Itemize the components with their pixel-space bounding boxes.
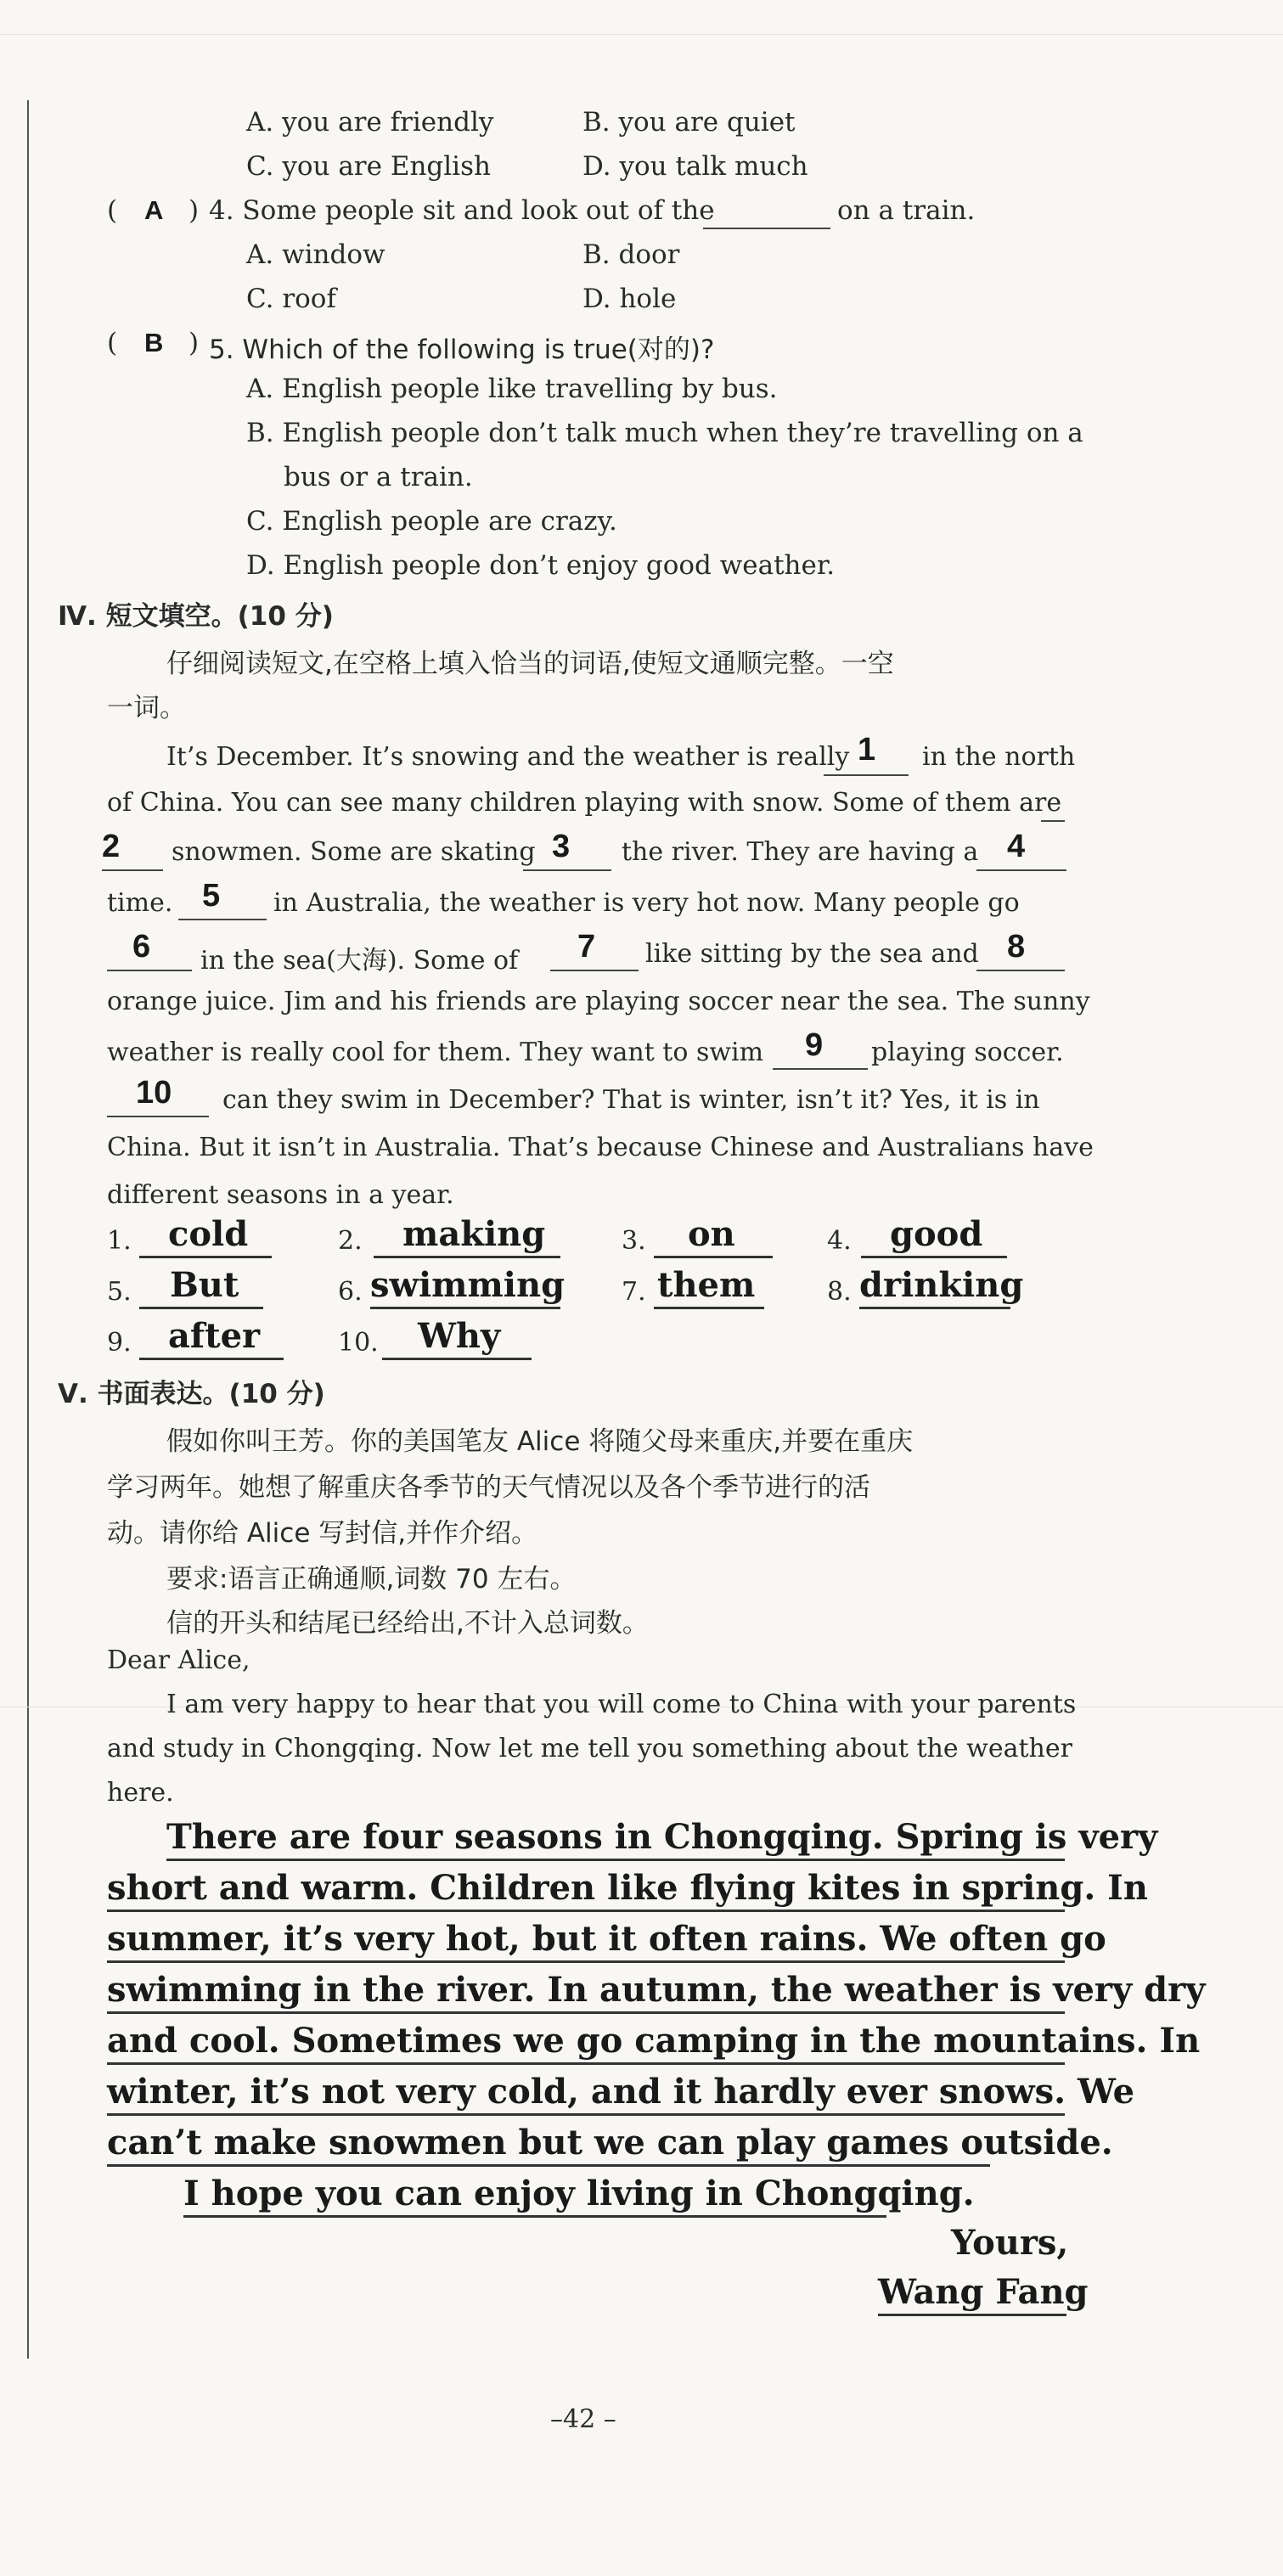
passage-blank-7 <box>550 968 639 971</box>
blank-number-10: 10 <box>136 1075 172 1111</box>
answer-2 <box>374 1214 560 1258</box>
letter-given-text: and study in Chongqing. Now let me tell you something about the weather <box>107 1734 1072 1763</box>
blank-number-7: 7 <box>577 929 596 965</box>
letter-given-text: I am very happy to hear that you will come to China with your parents <box>166 1690 1077 1719</box>
answer-num-4: 4. <box>827 1226 852 1256</box>
passage-text: of China. You can see many children playing with snow. Some of them are <box>107 788 1062 818</box>
option-4c: C. roof <box>246 284 336 314</box>
section-5-prompt-cont: 学习两年。她想了解重庆各季节的天气情况以及各个季节进行的活 <box>107 1472 870 1503</box>
section-4-instruction: 仔细阅读短文,在空格上填入恰当的词语,使短文通顺完整。一空 <box>166 649 894 679</box>
q4-stem-end: on a train. <box>837 195 976 226</box>
answer-4 <box>861 1214 1007 1258</box>
answer-num-2: 2. <box>338 1226 363 1256</box>
passage-text: in the north <box>922 742 1076 772</box>
answer-num-6: 6. <box>338 1277 363 1307</box>
section-5-prompt-end: 动。请你给 Alice 写封信,并作介绍。 <box>107 1518 538 1549</box>
answer-num-7: 7. <box>622 1277 646 1307</box>
q4-answer: A <box>144 195 164 225</box>
answer-word: them <box>657 1265 756 1305</box>
answer-word: drinking <box>859 1265 1024 1305</box>
q5-paren-close: ) <box>189 328 200 358</box>
option-4d: D. hole <box>582 284 677 314</box>
answer-word: cold <box>168 1214 249 1254</box>
essay-line: short and warm. Children like flying kites in spring. In <box>107 1868 1065 1912</box>
passage-text: orange juice. Jim and his friends are playing soccer near the sea. The sunny <box>107 987 1090 1016</box>
answer-num-8: 8. <box>827 1277 852 1307</box>
q4-paren-open: ( <box>107 195 118 226</box>
answer-word: on <box>688 1214 735 1254</box>
passage-blank-9 <box>773 1066 868 1070</box>
section-5-requirement: 要求:语言正确通顺,词数 70 左右。 <box>166 1564 577 1595</box>
blank-number-4: 4 <box>1007 829 1026 864</box>
passage-blank-5 <box>178 917 267 920</box>
passage-blank-10 <box>107 1114 209 1117</box>
answer-num-1: 1. <box>107 1226 132 1256</box>
passage-text: the river. They are having a <box>622 837 979 867</box>
passage-text: weather is really cool for them. They want to swim <box>107 1038 764 1067</box>
passage-blank-1 <box>824 773 909 776</box>
section-5-note: 信的开头和结尾已经给出,不计入总词数。 <box>166 1608 649 1639</box>
passage-blank-8 <box>976 968 1065 971</box>
blank-number-9: 9 <box>805 1027 824 1063</box>
passage-blank-2 <box>102 868 163 871</box>
option-3a: A. you are friendly <box>246 107 494 138</box>
section-4-title: Ⅳ. 短文填空。(10 分) <box>58 601 334 632</box>
option-5b-cont: bus or a train. <box>284 462 473 492</box>
answer-word: good <box>890 1214 983 1254</box>
answer-word: But <box>170 1265 239 1305</box>
q4-paren-close: ) <box>189 195 200 226</box>
essay-line: and cool. Sometimes we go camping in the mountains. In <box>107 2021 1065 2065</box>
option-3b: B. you are quiet <box>582 107 796 138</box>
passage-blank-2-start <box>1041 818 1065 822</box>
answer-3 <box>654 1214 773 1258</box>
passage-text: time. <box>107 888 173 918</box>
page-number: –42 – <box>550 2404 616 2434</box>
essay-closing: I hope you can enjoy living in Chongqing. <box>183 2174 886 2218</box>
answer-9 <box>139 1316 284 1360</box>
answer-5 <box>139 1265 263 1309</box>
passage-blank-4 <box>976 868 1066 871</box>
passage-text: It’s December. It’s snowing and the weather is really <box>166 742 850 772</box>
letter-signoff: Yours, <box>951 2223 1069 2263</box>
q4-blank <box>703 226 830 229</box>
option-5d: D. English people don’t enjoy good weather. <box>246 550 836 581</box>
answer-word: swimming <box>370 1265 566 1305</box>
section-5-prompt: 假如你叫王芳。你的美国笔友 Alice 将随父母来重庆,并要在重庆 <box>166 1426 914 1457</box>
answer-word: Why <box>418 1316 501 1356</box>
passage-text: in Australia, the weather is very hot now. Many people go <box>273 888 1020 918</box>
option-5c: C. English people are crazy. <box>246 506 617 537</box>
answer-num-10: 10. <box>338 1328 379 1358</box>
blank-number-2: 2 <box>102 829 121 864</box>
passage-text: snowmen. Some are skating <box>172 837 536 867</box>
option-4b: B. door <box>582 239 680 270</box>
blank-number-6: 6 <box>132 929 151 965</box>
passage-text: China. But it isn’t in Australia. That’s because Chinese and Australians have <box>107 1133 1094 1162</box>
answer-10 <box>382 1316 532 1360</box>
option-3d: D. you talk much <box>582 151 808 182</box>
essay-line: summer, it’s very hot, but it often rains. We often go <box>107 1919 1065 1963</box>
option-5a: A. English people like travelling by bus. <box>246 374 778 404</box>
passage-text: playing soccer. <box>871 1038 1064 1067</box>
essay-line: can’t make snowmen but we can play games outside. <box>107 2123 990 2167</box>
letter-given-text: here. <box>107 1778 174 1808</box>
answer-num-5: 5. <box>107 1277 132 1307</box>
scan-fold-line <box>0 34 1283 35</box>
answer-1 <box>139 1214 272 1258</box>
q5-paren-open: ( <box>107 328 118 358</box>
option-3c: C. you are English <box>246 151 491 182</box>
passage-text: different seasons in a year. <box>107 1180 454 1210</box>
blank-number-8: 8 <box>1007 929 1026 965</box>
passage-blank-6 <box>107 968 192 971</box>
blank-number-3: 3 <box>552 829 571 864</box>
answer-num-9: 9. <box>107 1328 132 1358</box>
essay-line: There are four seasons in Chongqing. Spring is very <box>166 1817 1065 1861</box>
blank-number-1: 1 <box>858 732 876 768</box>
answer-num-3: 3. <box>622 1226 646 1256</box>
q5-stem: 5. Which of the following is true(对的)? <box>209 335 715 365</box>
answer-7 <box>654 1265 764 1309</box>
q5-answer: B <box>144 328 164 357</box>
section-5-title: Ⅴ. 书面表达。(10 分) <box>58 1379 325 1409</box>
answer-6 <box>370 1265 566 1309</box>
section-4-instruction-cont: 一词。 <box>107 693 186 723</box>
letter-salutation: Dear Alice, <box>107 1645 250 1675</box>
passage-text: in the sea(大海). Some of <box>200 946 519 976</box>
passage-blank-3 <box>523 868 611 871</box>
blank-number-5: 5 <box>202 878 221 914</box>
q4-stem: 4. Some people sit and look out of the <box>209 195 715 226</box>
option-5b: B. English people don’t talk much when they’re travelling on a <box>246 418 1083 448</box>
answer-word: making <box>402 1214 546 1254</box>
letter-signature: Wang Fang <box>878 2272 1066 2316</box>
passage-text: can they swim in December? That is winter, isn’t it? Yes, it is in <box>222 1085 1040 1115</box>
margin-rule <box>27 100 29 2359</box>
option-4a: A. window <box>246 239 385 270</box>
passage-text: like sitting by the sea and <box>645 939 979 969</box>
essay-line: winter, it’s not very cold, and it hardly ever snows. We <box>107 2072 1065 2116</box>
answer-8 <box>859 1265 1024 1309</box>
answer-word: after <box>168 1316 261 1356</box>
essay-line: swimming in the river. In autumn, the weather is very dry <box>107 1970 1065 2014</box>
